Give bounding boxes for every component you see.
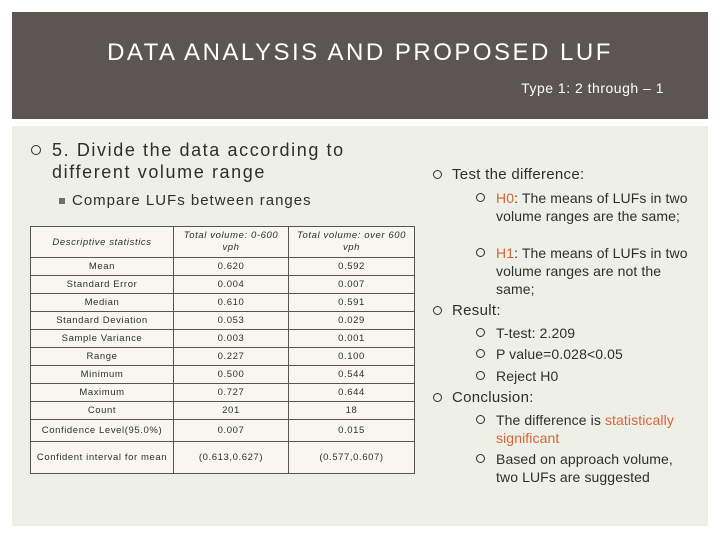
result-item-text: P value=0.028<0.05 bbox=[496, 346, 623, 362]
conclusion-item bbox=[496, 411, 691, 447]
test-label: Test the difference: bbox=[452, 166, 585, 183]
circle-bullet-icon bbox=[476, 248, 485, 257]
table-row bbox=[31, 366, 415, 384]
table-cell: 0.610 bbox=[174, 294, 289, 312]
table-cell: Mean bbox=[31, 258, 174, 276]
table-row bbox=[31, 312, 415, 330]
table-cell: 0.007 bbox=[289, 276, 415, 294]
circle-bullet-icon bbox=[476, 328, 485, 337]
table-cell: Range bbox=[31, 348, 174, 366]
table-cell: Count bbox=[31, 402, 174, 420]
table-header-cell: Total volume: 0-600 vph bbox=[174, 227, 289, 258]
table-header-cell: Descriptive statistics bbox=[31, 227, 174, 258]
table-cell: Standard Error bbox=[31, 276, 174, 294]
conclusion-prefix: The difference is bbox=[496, 412, 605, 428]
table-cell: 0.100 bbox=[289, 348, 415, 366]
hypothesis-h1 bbox=[496, 244, 691, 298]
result-heading bbox=[452, 302, 501, 319]
table-row bbox=[31, 258, 415, 276]
table-cell: 0.007 bbox=[174, 420, 289, 442]
step-text-line2: different volume range bbox=[52, 162, 266, 182]
table-row bbox=[31, 442, 415, 474]
h0-text: : The means of LUFs in two volume ranges are the same; bbox=[496, 190, 688, 224]
circle-bullet-icon bbox=[476, 349, 485, 358]
table-cell: Maximum bbox=[31, 384, 174, 402]
table-cell: 0.001 bbox=[289, 330, 415, 348]
table-cell: 0.620 bbox=[174, 258, 289, 276]
conclusion-item bbox=[496, 450, 691, 486]
table-cell: 18 bbox=[289, 402, 415, 420]
result-label: Result: bbox=[452, 302, 501, 319]
table-cell: 0.029 bbox=[289, 312, 415, 330]
table-cell: 0.500 bbox=[174, 366, 289, 384]
step-bullet bbox=[52, 139, 392, 183]
page-subtitle: Type 1: 2 through – 1 bbox=[521, 80, 664, 96]
table-row bbox=[31, 384, 415, 402]
conclusion-heading bbox=[452, 389, 534, 406]
result-item bbox=[496, 367, 691, 385]
table-cell: 0.227 bbox=[174, 348, 289, 366]
hypothesis-h0 bbox=[496, 189, 691, 225]
table-cell: Standard Deviation bbox=[31, 312, 174, 330]
table-header-cell: Total volume: over 600 vph bbox=[289, 227, 415, 258]
circle-bullet-icon bbox=[476, 193, 485, 202]
circle-bullet-icon bbox=[476, 454, 485, 463]
table-row bbox=[31, 420, 415, 442]
title-banner bbox=[12, 12, 708, 119]
table-cell: 0.544 bbox=[289, 366, 415, 384]
table-cell: 201 bbox=[174, 402, 289, 420]
step-text-line1: 5. Divide the data according to bbox=[52, 140, 345, 160]
table-cell: 0.053 bbox=[174, 312, 289, 330]
table-cell: (0.613,0.627) bbox=[174, 442, 289, 474]
table-cell: 0.727 bbox=[174, 384, 289, 402]
square-bullet-icon bbox=[59, 198, 65, 204]
circle-bullet-icon bbox=[433, 393, 442, 402]
table-row bbox=[31, 294, 415, 312]
table-cell: 0.591 bbox=[289, 294, 415, 312]
table-cell: 0.644 bbox=[289, 384, 415, 402]
result-item bbox=[496, 324, 691, 342]
result-item-text: T-test: 2.209 bbox=[496, 325, 576, 341]
test-heading bbox=[452, 166, 584, 183]
circle-bullet-icon bbox=[31, 145, 41, 155]
conclusion-accent: statistically significant bbox=[496, 412, 674, 446]
table-cell: Confidence Level(95.0%) bbox=[31, 420, 174, 442]
table-cell: 0.015 bbox=[289, 420, 415, 442]
table-cell: 0.592 bbox=[289, 258, 415, 276]
circle-bullet-icon bbox=[476, 371, 485, 380]
sub-bullet-text: Compare LUFs between ranges bbox=[72, 192, 312, 209]
table-row bbox=[31, 330, 415, 348]
table-cell: (0.577,0.607) bbox=[289, 442, 415, 474]
table-header-row bbox=[31, 227, 415, 258]
table-cell: Confident interval for mean bbox=[31, 442, 174, 474]
conclusion-item-text: Based on approach volume, two LUFs are suggested bbox=[496, 451, 673, 485]
table-row bbox=[31, 348, 415, 366]
h0-prefix: H0 bbox=[496, 190, 515, 206]
circle-bullet-icon bbox=[433, 306, 442, 315]
table-cell: Sample Variance bbox=[31, 330, 174, 348]
result-item bbox=[496, 345, 691, 363]
table-cell: Minimum bbox=[31, 366, 174, 384]
circle-bullet-icon bbox=[433, 170, 442, 179]
table-cell: 0.003 bbox=[174, 330, 289, 348]
statistics-table bbox=[30, 226, 415, 474]
table-cell: 0.004 bbox=[174, 276, 289, 294]
table-cell: Median bbox=[31, 294, 174, 312]
table-row bbox=[31, 276, 415, 294]
h1-prefix: H1 bbox=[496, 245, 515, 261]
h1-text: : The means of LUFs in two volume ranges are not the same; bbox=[496, 245, 688, 297]
sub-bullet bbox=[72, 192, 312, 209]
conclusion-label: Conclusion: bbox=[452, 389, 534, 406]
result-item-text: Reject H0 bbox=[496, 368, 559, 384]
circle-bullet-icon bbox=[476, 415, 485, 424]
table-row bbox=[31, 402, 415, 420]
page-title: DATA ANALYSIS AND PROPOSED LUF bbox=[107, 39, 613, 66]
